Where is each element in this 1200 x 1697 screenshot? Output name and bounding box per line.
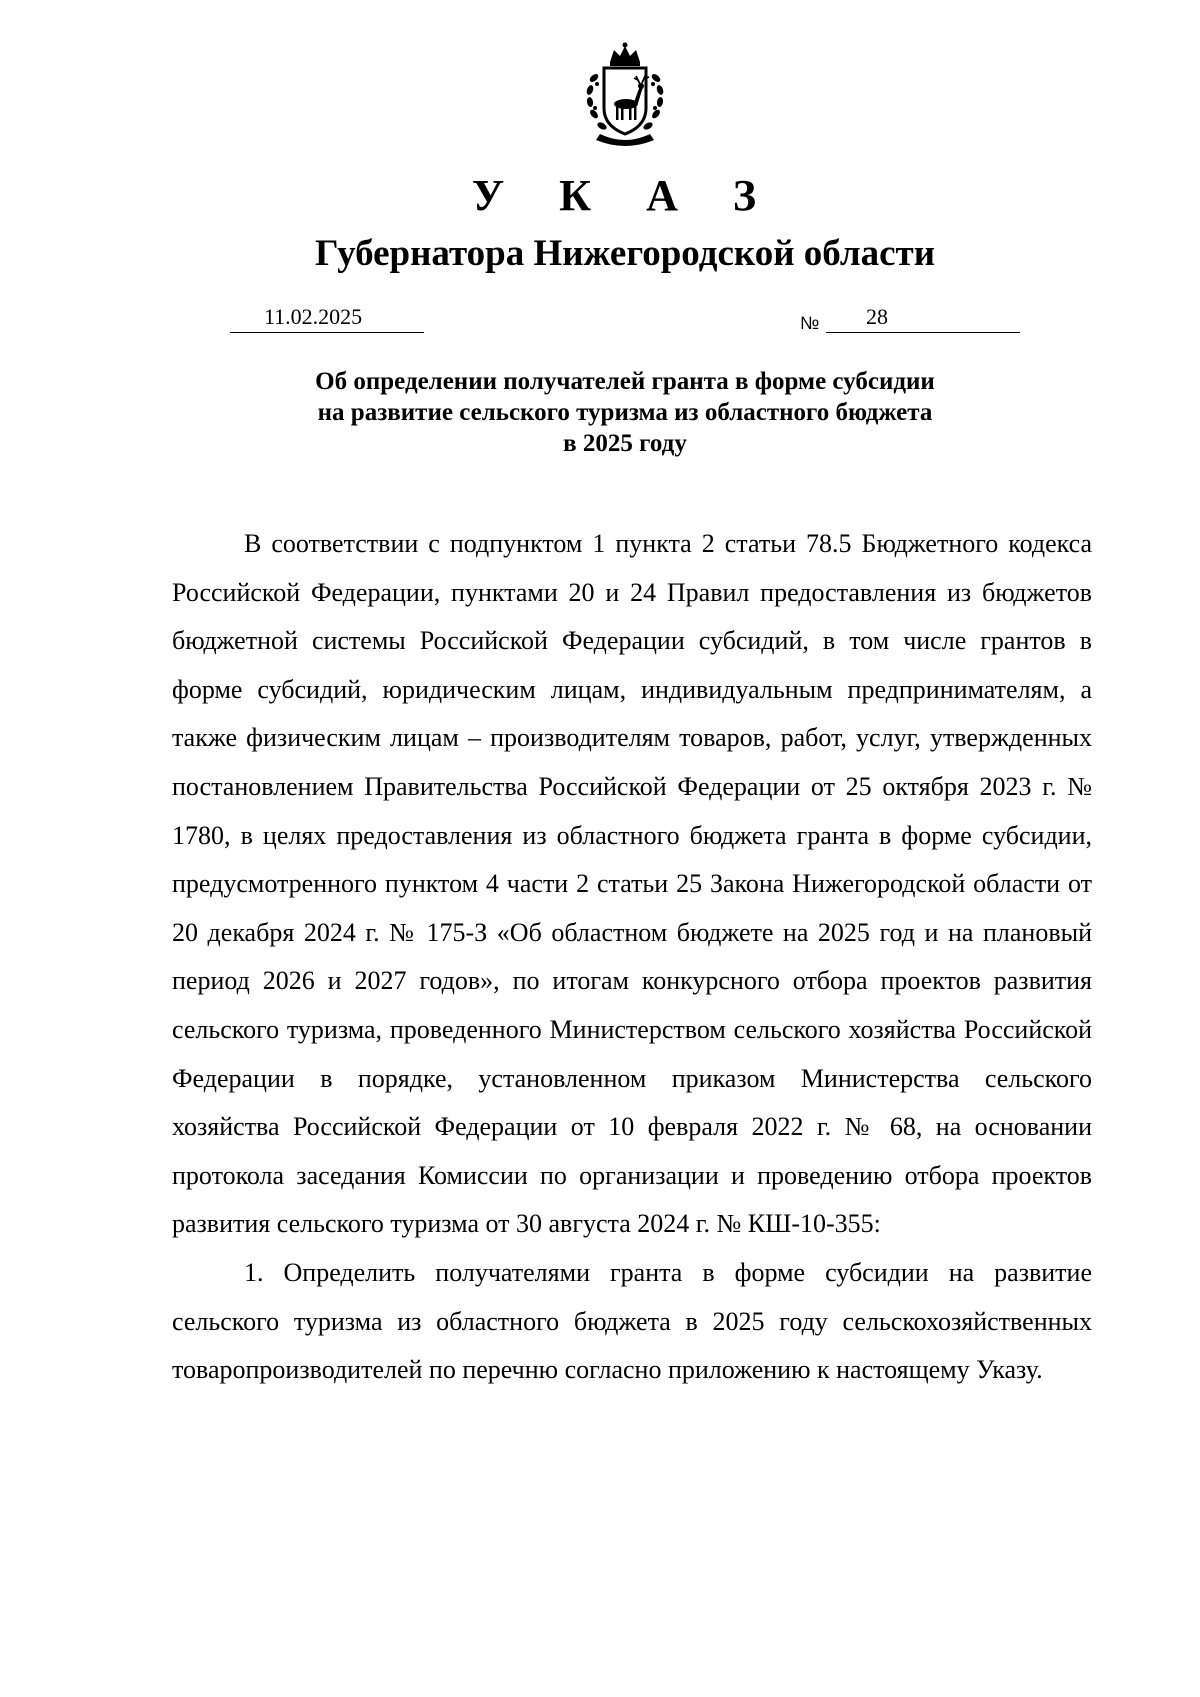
document-body [172, 520, 1092, 1395]
clause-1-paragraph: 1. Определить получателями гранта в форме субсидии на развитие сельского туризма из областного бюджета в 2025 году сельскохозяйственных товаропроизводителей по перечню согласно приложению к настоящему Указу. [172, 1257, 1092, 1385]
title-line: в 2025 году [563, 430, 687, 457]
decree-date: 11.02.2025 [264, 304, 363, 329]
decree-heading: У К А З [471, 171, 779, 220]
title-line: Об определении получателей гранта в форме субсидии [315, 368, 935, 395]
decree-number: 28 [866, 304, 888, 329]
decree-date-field [230, 302, 424, 333]
preamble-paragraph: В соответствии с подпунктом 1 пункта 2 статьи 78.5 Бюджетного кодекса Российской Федерации, пунктами 20 и 24 Правил предоставления из бюджетов бюджетной системы Российской Федерации субсидий, в том числе грантов в форме субсидий, юридическим лицам, индивидуальным предпринимателям, а также физическим лицам – производителям товаров, работ, услуг, утвержденных постановлением Правительства Российской Федерации от 25 октября 2023 г. № 1780, в целях предоставления из областного бюджета гранта в форме субсидии, предусмотренного пунктом 4 части 2 статьи 25 Закона Нижегородской области от 20 декабря 2024 г. № 175-З «Об областном бюджете на 2025 год и на плановый период 2026 и 2027 годов», по итогам конкурсного отбора проектов развития сельского туризма, проведенного Министерством сельского хозяйства Российской Федерации в порядке, установленном приказом Министерства сельского хозяйства Российской Федерации от 10 февраля 2022 г. № 68, на основании протокола заседания Комиссии по организации и проведению отбора проектов развития сельского туризма от 30 августа 2024 г. № КШ-10-355: [172, 529, 1092, 1239]
decree-number-field [826, 302, 1020, 333]
coat-of-arms-emblem [570, 42, 680, 150]
number-sign: № [800, 313, 820, 333]
title-line: на развитие сельского туризма из областного бюджета [317, 399, 933, 426]
document-title [0, 366, 1200, 459]
issuer-heading: Губернатора Нижегородской области [314, 233, 936, 274]
